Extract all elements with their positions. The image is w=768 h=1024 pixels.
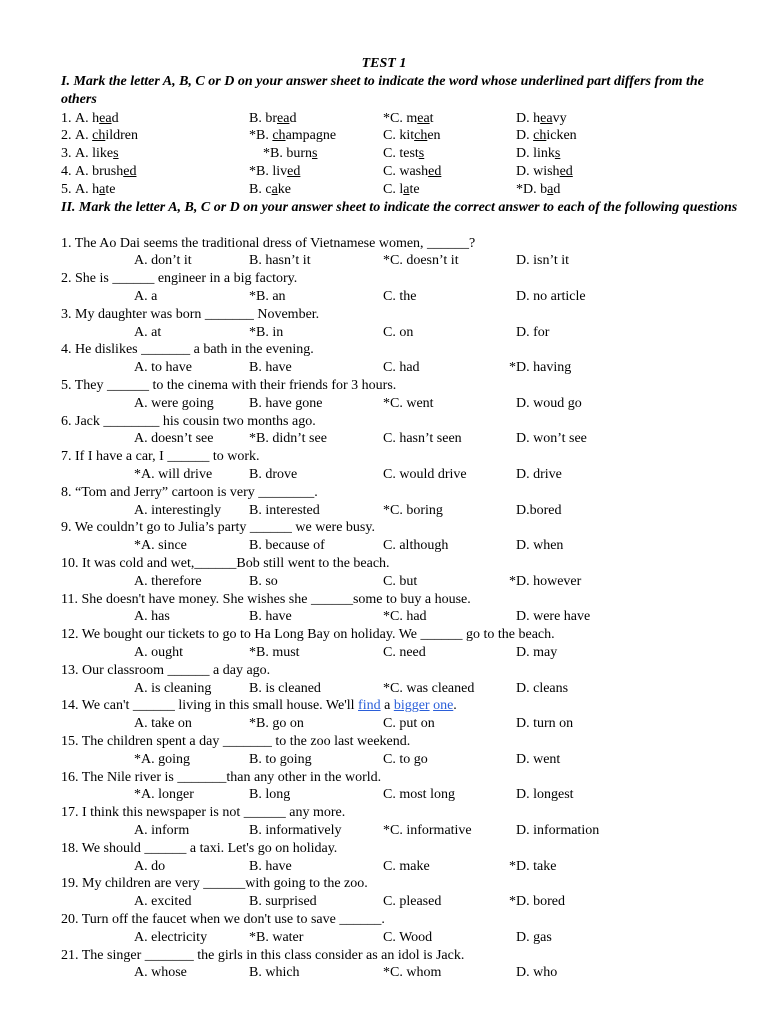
question-text: 12. We bought our tickets to go to Ha Long Bay on holiday. We ______ go to the beach.	[61, 627, 555, 643]
answer-option[interactable]	[383, 127, 441, 145]
options-row	[0, 964, 768, 982]
options-row	[0, 359, 768, 377]
answer-option[interactable]	[383, 163, 441, 181]
answer-option[interactable]	[75, 127, 138, 145]
answer-option[interactable]	[383, 145, 424, 163]
question-row	[0, 591, 768, 609]
answer-option[interactable]: B. because of	[249, 538, 325, 554]
option-text: *D. b	[516, 181, 548, 197]
question-row	[0, 413, 768, 431]
answer-option[interactable]: D. turn on	[516, 716, 574, 732]
options-row	[0, 537, 768, 555]
question-text: 9. We couldn’t go to Julia’s party ______ we were busy.	[61, 520, 375, 536]
answer-option[interactable]: *D. take	[509, 858, 557, 874]
answer-option[interactable]: C. put on	[383, 716, 435, 732]
option-text: te	[409, 181, 420, 197]
question-row	[0, 555, 768, 573]
underlined-part: ed	[428, 163, 442, 179]
options-row	[0, 252, 768, 270]
answer-option[interactable]	[249, 181, 291, 199]
underlined-part: ea	[99, 110, 112, 126]
answer-option[interactable]: *D. bored	[509, 894, 565, 910]
underlined-part: s	[113, 146, 119, 162]
question-number: 3.	[61, 146, 72, 162]
options-row	[0, 786, 768, 804]
question-row	[0, 484, 768, 502]
question-text: 2. She is ______ engineer in a big factory.	[61, 271, 298, 287]
question-row	[0, 947, 768, 965]
answer-option[interactable]: C. on	[383, 324, 414, 340]
options-row	[0, 430, 768, 448]
answer-option[interactable]: C. hasn’t seen	[383, 431, 462, 447]
answer-option[interactable]	[516, 145, 560, 163]
answer-option[interactable]: C. to go	[383, 751, 428, 767]
option-text: A.	[75, 128, 93, 144]
one-link[interactable]: one	[433, 698, 454, 714]
answer-option[interactable]: *C. doesn’t it	[383, 253, 459, 269]
question-number: 1.	[61, 110, 72, 126]
answer-option[interactable]	[516, 110, 567, 128]
answer-option[interactable]	[516, 127, 577, 145]
answer-option[interactable]: B. surprised	[249, 894, 317, 910]
question-text: 5. They ______ to the cinema with their friends for 3 hours.	[61, 377, 397, 393]
answer-option[interactable]	[263, 145, 317, 163]
underlined-part: a	[99, 181, 106, 197]
option-text: A. brush	[75, 163, 124, 179]
answer-option[interactable]: *D. having	[509, 360, 572, 376]
answer-option[interactable]: *B. didn’t see	[249, 431, 327, 447]
answer-option[interactable]: B. long	[249, 787, 291, 803]
answer-option[interactable]: A. doesn’t see	[134, 431, 214, 447]
answer-option[interactable]: D. no article	[516, 288, 586, 304]
option-text: en	[427, 128, 441, 144]
question-text-part: .	[453, 698, 457, 714]
answer-option[interactable]: *C. whom	[383, 965, 442, 981]
question-text-part: 14. We can't ______ living in this small house. We'll	[61, 698, 359, 714]
answer-option[interactable]	[249, 127, 336, 145]
answer-option[interactable]: D. won’t see	[516, 431, 587, 447]
answer-option[interactable]	[75, 163, 136, 181]
answer-option[interactable]: *C. had	[383, 609, 427, 625]
answer-option[interactable]: C. although	[383, 538, 449, 554]
options-row	[0, 324, 768, 342]
option-text: A. like	[75, 146, 114, 162]
answer-option[interactable]: B. is cleaned	[249, 680, 321, 696]
option-text: t	[429, 110, 434, 126]
question-row	[0, 377, 768, 395]
underlined-part: ch	[414, 128, 428, 144]
answer-option[interactable]: A. ought	[134, 644, 183, 660]
option-text: C. wash	[383, 163, 429, 179]
option-text: ke	[277, 181, 291, 197]
options-row	[0, 858, 768, 876]
options-row	[0, 288, 768, 306]
answer-option[interactable]: *D. however	[509, 573, 582, 589]
option-text: C. test	[383, 146, 419, 162]
underlined-part: ch	[92, 128, 106, 144]
answer-option[interactable]: B. which	[249, 965, 300, 981]
question-row	[0, 875, 768, 893]
question-row	[0, 270, 768, 288]
question-text-part: a	[380, 698, 394, 714]
option-text: C. kit	[383, 128, 415, 144]
question-row	[0, 448, 768, 466]
question-text: 10. It was cold and wet,______Bob still went to the beach.	[61, 555, 390, 571]
options-row	[0, 680, 768, 698]
answer-option[interactable]: *A. will drive	[134, 466, 213, 482]
answer-option[interactable]: B. to going	[249, 751, 312, 767]
question-text: 18. We should ______ a taxi. Let's go on holiday.	[61, 840, 338, 856]
option-text: C. l	[383, 181, 404, 197]
underlined-part: ea	[540, 110, 553, 126]
option-text: *C. m	[383, 110, 418, 126]
options-row	[0, 466, 768, 484]
find-link[interactable]: find	[358, 698, 381, 714]
question-row	[0, 145, 768, 163]
options-row	[0, 608, 768, 626]
answer-option[interactable]: A. a	[134, 288, 158, 304]
question-text: 8. “Tom and Jerry” cartoon is very ________.	[61, 484, 318, 500]
question-text: 19. My children are very ______with going to the zoo.	[61, 876, 368, 892]
answer-option[interactable]: A. has	[134, 609, 170, 625]
question-row	[0, 662, 768, 680]
answer-option[interactable]: *C. was cleaned	[383, 680, 475, 696]
answer-option[interactable]: *A. going	[134, 751, 190, 767]
answer-option[interactable]: D. isn’t it	[516, 253, 570, 269]
question-row	[0, 235, 768, 253]
answer-option[interactable]	[75, 145, 119, 163]
answer-option[interactable]: A. electricity	[134, 929, 208, 945]
question-text: 4. He dislikes _______ a bath in the evening.	[61, 342, 314, 358]
answer-option[interactable]: A. whose	[134, 965, 187, 981]
option-text: d	[111, 110, 119, 126]
options-row	[0, 822, 768, 840]
answer-option[interactable]	[516, 163, 573, 181]
answer-option[interactable]	[75, 181, 115, 199]
question-row	[0, 341, 768, 359]
underlined-part: s	[312, 146, 318, 162]
answer-option[interactable]: D. longest	[516, 787, 574, 803]
question-row	[0, 306, 768, 324]
section-1-heading: I. Mark the letter A, B, C or D on your answer sheet to indicate the word whose underlined part differs from the others	[61, 74, 704, 107]
question-number: 2.	[61, 128, 72, 144]
options-row	[0, 893, 768, 911]
answer-option[interactable]	[249, 110, 296, 128]
underlined-part: ch	[533, 128, 547, 144]
underlined-part: s	[418, 146, 425, 162]
answer-option[interactable]	[383, 110, 434, 128]
answer-option[interactable]: A. don’t it	[134, 253, 192, 269]
answer-option[interactable]: D. may	[516, 644, 558, 660]
answer-option[interactable]: D. who	[516, 965, 558, 981]
answer-option[interactable]: C. most long	[383, 787, 455, 803]
question-row	[0, 181, 768, 199]
answer-option[interactable]: D. for	[516, 324, 550, 340]
option-text: *B.	[249, 128, 273, 144]
question-row	[0, 840, 768, 858]
option-text: ildren	[105, 128, 138, 144]
answer-option[interactable]: *C. boring	[383, 502, 443, 518]
question-text: 17. I think this newspaper is not ______ any more.	[61, 805, 346, 821]
option-text: A. h	[75, 181, 100, 197]
answer-option[interactable]: A. is cleaning	[134, 680, 212, 696]
bigger-link[interactable]: bigger	[393, 698, 430, 714]
answer-option[interactable]: *B. water	[249, 929, 304, 945]
options-row	[0, 751, 768, 769]
answer-option[interactable]: B. informatively	[249, 822, 342, 838]
answer-option[interactable]: *B. go on	[249, 716, 304, 732]
answer-option[interactable]: A. were going	[134, 395, 214, 411]
question-row	[0, 519, 768, 537]
answer-option[interactable]: B. have	[249, 609, 292, 625]
answer-option[interactable]: A. interestingly	[134, 502, 222, 518]
options-row	[0, 573, 768, 591]
options-row	[0, 644, 768, 662]
underlined-part: ed	[123, 163, 137, 179]
answer-option[interactable]: D. gas	[516, 929, 552, 945]
answer-option[interactable]: *A. since	[134, 538, 187, 554]
option-text: A. h	[75, 110, 100, 126]
answer-option[interactable]: B. interested	[249, 502, 320, 518]
option-text: B. c	[249, 181, 272, 197]
answer-option[interactable]: C. need	[383, 644, 426, 660]
options-row	[0, 929, 768, 947]
option-text: te	[105, 181, 116, 197]
question-text: 15. The children spent a day _______ to the zoo last weekend.	[61, 733, 411, 749]
test-title: TEST 1	[361, 56, 407, 71]
question-row	[0, 804, 768, 822]
question-number: 4.	[61, 163, 72, 179]
question-row	[0, 697, 768, 715]
question-row	[0, 626, 768, 644]
answer-option[interactable]: C. the	[383, 288, 417, 304]
option-text: D. h	[516, 110, 541, 126]
question-text: 1. The Ao Dai seems the traditional dress of Vietnamese women, ______?	[61, 235, 476, 251]
underlined-part: ch	[272, 128, 286, 144]
answer-option[interactable]: A. to have	[134, 360, 192, 376]
option-text: *B. burn	[263, 146, 312, 162]
answer-option[interactable]: B. hasn’t it	[249, 253, 311, 269]
question-row	[0, 163, 768, 181]
answer-option[interactable]: D. drive	[516, 466, 562, 482]
answer-option[interactable]: *C. informative	[383, 822, 472, 838]
underlined-part: ed	[287, 163, 301, 179]
answer-option[interactable]	[383, 181, 420, 199]
question-row	[0, 911, 768, 929]
answer-option[interactable]: C. pleased	[383, 894, 442, 910]
answer-option[interactable]: D. when	[516, 538, 564, 554]
answer-option[interactable]: C. had	[383, 360, 420, 376]
question-number: 5.	[61, 181, 72, 197]
answer-option[interactable]: D.bored	[516, 502, 562, 518]
option-text: d	[289, 110, 297, 126]
answer-option[interactable]	[516, 181, 560, 199]
question-row	[0, 769, 768, 787]
answer-option[interactable]: B. drove	[249, 466, 298, 482]
underlined-part: ed	[559, 163, 573, 179]
answer-option[interactable]	[75, 110, 119, 128]
question-text: 6. Jack ________ his cousin two months ago.	[61, 413, 316, 429]
question-text: 20. Turn off the faucet when we don't use to save ______.	[61, 911, 385, 927]
answer-option[interactable]: D. cleans	[516, 680, 569, 696]
answer-option[interactable]: A. therefore	[134, 573, 202, 589]
option-text: D. wish	[516, 163, 560, 179]
answer-option[interactable]: A. take on	[134, 716, 192, 732]
underlined-part: a	[403, 181, 410, 197]
option-text: d	[553, 181, 561, 197]
option-text: D.	[516, 128, 534, 144]
answer-option[interactable]: D. information	[516, 822, 600, 838]
answer-option[interactable]: D. were have	[516, 609, 591, 625]
section-2-heading: II. Mark the letter A, B, C or D on your answer sheet to indicate the correct answer to each of the following questions	[61, 200, 738, 215]
options-row	[0, 502, 768, 520]
answer-option[interactable]: C. make	[383, 858, 430, 874]
option-text: ampagne	[285, 128, 337, 144]
underlined-part: a	[547, 181, 554, 197]
question-text: 3. My daughter was born _______ November.	[61, 306, 320, 322]
option-text: icken	[546, 128, 577, 144]
answer-option[interactable]: C. Wood	[383, 929, 433, 945]
question-row	[0, 733, 768, 751]
answer-option[interactable]: B. have	[249, 858, 292, 874]
underlined-part: s	[554, 146, 561, 162]
answer-option[interactable]: A. excited	[134, 894, 192, 910]
options-row	[0, 395, 768, 413]
answer-option[interactable]: *B. an	[249, 288, 286, 304]
options-row	[0, 715, 768, 733]
question-text: 16. The Nile river is _______than any other in the world.	[61, 769, 382, 785]
underlined-part: ea	[277, 110, 290, 126]
answer-option[interactable]	[249, 163, 300, 181]
question-text: 13. Our classroom ______ a day ago.	[61, 662, 271, 678]
option-text: vy	[552, 110, 567, 126]
answer-option[interactable]: A. inform	[134, 822, 190, 838]
answer-option[interactable]: C. would drive	[383, 466, 467, 482]
answer-option[interactable]: A. at	[134, 324, 162, 340]
answer-option[interactable]: A. do	[134, 858, 166, 874]
underlined-part: ea	[417, 110, 430, 126]
question-text: 11. She doesn't have money. She wishes she ______some to buy a house.	[61, 591, 471, 607]
answer-option[interactable]: B. so	[249, 573, 278, 589]
option-text: B. br	[249, 110, 277, 126]
option-text: D. link	[516, 146, 555, 162]
question-text: 7. If I have a car, I ______ to work.	[61, 449, 260, 465]
question-text	[61, 697, 457, 715]
answer-option[interactable]: B. have	[249, 360, 292, 376]
answer-option[interactable]: D. went	[516, 751, 561, 767]
answer-option[interactable]: *A. longer	[134, 787, 194, 803]
question-row	[0, 127, 768, 145]
answer-option[interactable]: B. have gone	[249, 395, 323, 411]
answer-option[interactable]: *B. must	[249, 644, 300, 660]
answer-option[interactable]: *B. in	[249, 324, 284, 340]
option-text: *B. liv	[249, 163, 288, 179]
answer-option[interactable]: *C. went	[383, 395, 434, 411]
answer-option[interactable]: C. but	[383, 573, 418, 589]
question-text: 21. The singer _______ the girls in this class consider as an idol is Jack.	[61, 947, 465, 963]
underlined-part: a	[271, 181, 278, 197]
answer-option[interactable]: D. woud go	[516, 395, 582, 411]
question-row	[0, 110, 768, 128]
